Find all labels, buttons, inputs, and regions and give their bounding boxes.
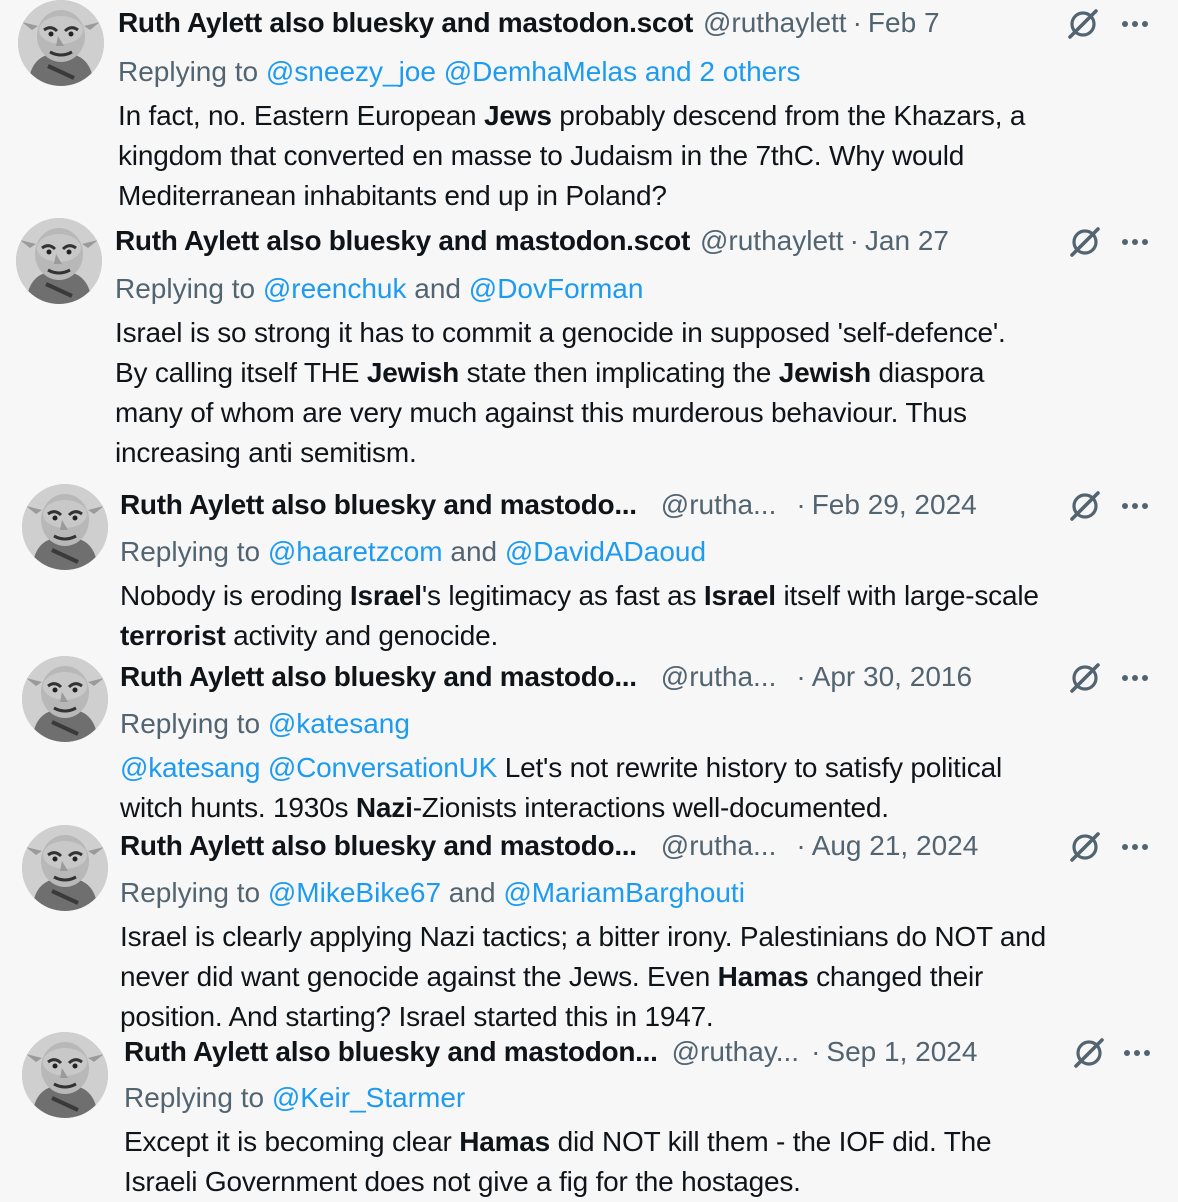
avatar-image — [16, 218, 102, 304]
highlighted-term: Israel — [703, 580, 776, 611]
user-handle[interactable]: @rutha... — [660, 830, 777, 861]
mention-link[interactable]: @DavidADaoud — [504, 536, 707, 567]
grok-icon[interactable] — [1068, 830, 1102, 864]
replying-prefix: Replying to — [120, 536, 268, 567]
mention-link[interactable]: @MariamBarghouti — [503, 877, 745, 908]
highlighted-term: Jewish — [366, 357, 460, 388]
tweet-date[interactable]: Jan 27 — [864, 225, 949, 256]
user-handle[interactable]: @ruthay... — [671, 1036, 800, 1067]
grok-icon[interactable] — [1068, 661, 1102, 695]
separator-dot: · — [796, 830, 806, 861]
text-segment: itself with large-scale — [775, 580, 1039, 611]
highlighted-term: Nazi — [355, 792, 413, 823]
avatar[interactable] — [22, 656, 108, 742]
user-handle[interactable]: @rutha... — [660, 489, 777, 520]
tweet-text — [120, 576, 1039, 656]
highlighted-term: terrorist — [120, 620, 226, 651]
replying-prefix: Replying to — [115, 273, 263, 304]
replying-prefix: Replying to — [124, 1082, 272, 1113]
text-segment: position. And starting? Israel started this in 1947. — [120, 1001, 714, 1032]
mention-link[interactable]: @haaretzcom — [267, 536, 443, 567]
text-segment: Israeli Government does not give a fig for the hostages. — [124, 1166, 801, 1197]
replying-targets — [263, 273, 644, 304]
text-segment: increasing anti semitism. — [115, 437, 417, 468]
text-segment: Israel is so strong it has to commit a genocide in supposed 'self-defence'. — [115, 317, 1006, 348]
replying-to — [120, 873, 745, 913]
replying-targets — [268, 877, 745, 908]
replying-to — [124, 1078, 465, 1118]
highlighted-term: Hamas — [717, 961, 809, 992]
mention-link[interactable]: @Keir_Starmer — [271, 1082, 466, 1113]
text-segment: Let's not rewrite history to satisfy political — [497, 752, 1002, 783]
text-segment: and — [406, 273, 469, 304]
tweet[interactable] — [0, 825, 1178, 1033]
mention-link[interactable]: @reenchuk — [262, 273, 407, 304]
avatar[interactable] — [18, 0, 104, 86]
more-options-icon[interactable] — [1118, 489, 1152, 523]
mention-link[interactable]: @DovForman — [468, 273, 644, 304]
tweet-text — [124, 1122, 991, 1202]
replying-to — [118, 52, 801, 92]
tweet-date[interactable]: Feb 7 — [867, 7, 940, 38]
text-segment: and — [442, 536, 505, 567]
avatar-image — [18, 0, 104, 86]
tweet-text — [120, 748, 1002, 828]
highlighted-term: Israel — [349, 580, 422, 611]
replying-prefix: Replying to — [120, 708, 268, 739]
display-name[interactable]: Ruth Aylett also bluesky and mastodo... — [120, 489, 637, 520]
grok-icon[interactable] — [1066, 7, 1100, 41]
separator-dot: · — [796, 661, 806, 692]
separator-dot: · — [849, 225, 859, 256]
replying-to — [120, 532, 706, 572]
display-name[interactable]: Ruth Aylett also bluesky and mastodon.scot — [118, 7, 693, 38]
mention-link[interactable]: @katesang @ConversationUK — [120, 752, 498, 783]
avatar-image — [22, 825, 108, 911]
others-link[interactable]: and 2 others — [637, 56, 801, 87]
text-segment: In fact, no. Eastern European — [118, 100, 485, 131]
text-segment: did NOT kill them - the IOF did. The — [550, 1126, 992, 1157]
tweet[interactable] — [0, 656, 1178, 826]
tweet[interactable] — [0, 484, 1178, 654]
text-segment: Mediterranean inhabitants end up in Poland? — [118, 180, 667, 211]
replying-prefix: Replying to — [120, 877, 268, 908]
tweet-text — [120, 917, 1046, 1037]
text-segment: Nobody is eroding — [120, 580, 350, 611]
replying-targets — [268, 536, 706, 567]
display-name[interactable]: Ruth Aylett also bluesky and mastodo... — [120, 661, 637, 692]
highlighted-term: Hamas — [459, 1126, 551, 1157]
mention-link[interactable]: @MikeBike67 — [267, 877, 442, 908]
avatar[interactable] — [22, 1032, 108, 1118]
display-name[interactable]: Ruth Aylett also bluesky and mastodon... — [124, 1036, 658, 1067]
tweet[interactable] — [0, 1032, 1178, 1200]
tweet-date[interactable]: Aug 21, 2024 — [811, 830, 979, 861]
text-segment: changed their — [808, 961, 984, 992]
text-segment: probably descend from the Khazars, a — [551, 100, 1026, 131]
avatar-image — [22, 656, 108, 742]
text-segment: state then implicating the — [459, 357, 779, 388]
display-name[interactable]: Ruth Aylett also bluesky and mastodo... — [120, 830, 637, 861]
mention-link[interactable]: @DemhaMelas — [443, 56, 638, 87]
more-options-icon[interactable] — [1118, 7, 1152, 41]
mention-link[interactable]: @katesang — [267, 708, 410, 739]
text-segment: Except it is becoming clear — [124, 1126, 460, 1157]
grok-icon[interactable] — [1068, 225, 1102, 259]
user-handle[interactable]: @ruthaylett — [699, 225, 844, 256]
more-options-icon[interactable] — [1118, 661, 1152, 695]
avatar[interactable] — [16, 218, 102, 304]
separator-dot: · — [852, 7, 862, 38]
user-handle[interactable]: @rutha... — [660, 661, 777, 692]
avatar-image — [22, 484, 108, 570]
text-segment: By calling itself THE — [115, 357, 367, 388]
mention-link[interactable]: @sneezy_joe — [265, 56, 436, 87]
tweet-date[interactable]: Apr 30, 2016 — [811, 661, 973, 692]
text-segment: many of whom are very much against this murderous behaviour. Thus — [115, 397, 967, 428]
more-options-icon[interactable] — [1118, 830, 1152, 864]
grok-icon[interactable] — [1072, 1036, 1106, 1070]
highlighted-term: Jews — [484, 100, 552, 131]
text-segment: activity and genocide. — [225, 620, 499, 651]
separator-dot: · — [796, 489, 806, 520]
grok-icon[interactable] — [1068, 489, 1102, 523]
tweet[interactable] — [0, 0, 1178, 215]
text-segment: 's legitimacy as fast as — [421, 580, 704, 611]
text-segment: -Zionists interactions well-documented. — [412, 792, 889, 823]
replying-targets — [272, 1082, 465, 1113]
tweet-date[interactable]: Feb 29, 2024 — [811, 489, 977, 520]
highlighted-term: Jewish — [778, 357, 871, 388]
replying-prefix: Replying to — [118, 56, 266, 87]
user-handle[interactable]: @ruthaylett — [702, 7, 847, 38]
avatar[interactable] — [22, 825, 108, 911]
tweet-date[interactable]: Sep 1, 2024 — [826, 1036, 978, 1067]
text-segment: never did want genocide against the Jews. Even — [120, 961, 718, 992]
more-options-icon[interactable] — [1118, 225, 1152, 259]
text-segment: and — [441, 877, 504, 908]
text-segment: diaspora — [870, 357, 985, 388]
avatar-image — [22, 1032, 108, 1118]
replying-targets — [268, 708, 410, 739]
text-segment: witch hunts. 1930s — [120, 792, 356, 823]
display-name[interactable]: Ruth Aylett also bluesky and mastodon.scot — [115, 225, 690, 256]
replying-to — [120, 704, 410, 744]
avatar[interactable] — [22, 484, 108, 570]
tweet-text — [115, 313, 1006, 473]
replying-to — [115, 269, 643, 309]
tweet[interactable] — [0, 218, 1178, 480]
separator-dot: · — [811, 1036, 821, 1067]
text-segment: Israel is clearly applying Nazi tactics; a bitter irony. Palestinians do NOT and — [120, 921, 1047, 952]
more-options-icon[interactable] — [1120, 1036, 1154, 1070]
text-segment: kingdom that converted en masse to Judaism in the 7thC. Why would — [118, 140, 965, 171]
tweet-text — [118, 96, 1025, 216]
